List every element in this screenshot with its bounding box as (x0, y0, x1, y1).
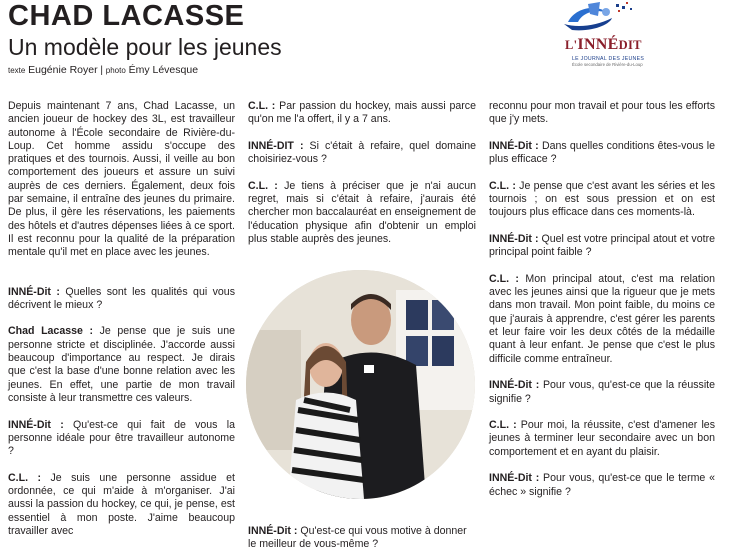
logo-wordmark: L'INNÉDIT (565, 36, 642, 53)
question-paragraph: INNÉ-Dit : Qu'est-ce qui vous motive à donner le meilleur de vous-même ? (248, 525, 467, 551)
answer-paragraph: C.L. : Je suis une personne assidue et ordonnée, ce qui m'aide à m'organiser. J'ai aussi la passion du hockey, ce qui, je pense, est essentiel à mon poste. J'aime beaucoup travailler avec (8, 471, 235, 537)
answer-paragraph: C.L. : Pour moi, la réussite, c'est d'amener les jeunes à terminer leur secondaire avec un bon comportement et en ayant du plaisir. (489, 419, 715, 458)
answer-paragraph: C.L. : Je pense que c'est avant les séries et les tournois ; on est sous pression et on est toujours plus efficace dans ces moments-là. (489, 179, 715, 219)
logo-subtagline: École secondaire de Rivière-du-Loup (572, 62, 643, 67)
answer-paragraph: C.L. : Mon principal atout, c'est ma relation avec les jeunes ainsi que la rigueur que je mets dans mon travail. Mon point faible, du moins ce que j'aurais à apprendre, c'est gérer les parents et leur faire voir les deux côtés de la médaille quant à leur enfant. Je pense que c'est le plus difficile comme entraîneur. (489, 272, 715, 365)
answer-paragraph: Chad Lacasse : Je pense que je suis une personne stricte et disciplinée. J'accorde aussi beaucoup d'importance au respect. Je dirais que c'est la base d'une bonne relation avec les jeunes. En effet, une partie de mon travail consiste à leur transmettre ces valeurs. (8, 325, 235, 404)
answer-paragraph: C.L. : Je tiens à préciser que je n'ai aucun regret, mais si c'était à refaire, j'aurais été chercher mon baccalauréat en enseignement de l'éducation physique afin d'obtenir un emploi plus stable auprès des jeunes. (248, 179, 476, 245)
question-paragraph: INNÉ-DIT : Si c'était à refaire, quel domaine choisiriez-vous ? (248, 139, 477, 166)
article-column-3 (489, 100, 715, 512)
question-paragraph: INNÉ-Dit : Quel est votre principal atout et votre principal point faible ? (489, 232, 715, 259)
question-paragraph: INNÉ-Dit : Dans quelles conditions êtes-vous le plus efficace ? (489, 139, 715, 166)
page-subtitle: Un modèle pour les jeunes (8, 34, 282, 60)
page-title: CHAD LACASSE (8, 0, 245, 32)
article-column-2 (248, 100, 476, 260)
byline (8, 63, 198, 78)
intro-paragraph: Depuis maintenant 7 ans, Chad Lacasse, un ancien joueur de hockey des 3L, est travailleur autonome à l'École secondaire de Rivière-du-Loup. Cet homme assidu s'occupe des pratiques et des tournois. Aussi, il veille au bon comportement des joueurs et assure un suivi auprès de ces derniers. Également, deux fois par semaine, il entraîne des jeunes du primaire. De plus, il gère les réservations, les paiements des hôtels et d'autres dépenses liées à ce sport. Il est reconnu pour la qualité de la préparation mentale qu'il met en place avec les jeunes. (8, 100, 235, 259)
question-paragraph: INNÉ-Dit : Quelles sont les qualités qui vous décrivent le mieux ? (8, 285, 235, 311)
text-credit-label: texte (8, 66, 26, 75)
question-paragraph: INNÉ-Dit : Pour vous, qu'est-ce que la réussite signifie ? (489, 379, 716, 405)
credit-separator: | (100, 65, 103, 76)
question-paragraph: INNÉ-Dit : Pour vous, qu'est-ce que le terme « échec » signifie ? (489, 472, 715, 498)
author-name: Eugénie Royer (28, 64, 98, 76)
logo-tagline: LE JOURNAL DES JEUNES (572, 56, 645, 62)
question-paragraph: INNÉ-Dit : Qu'est-ce qui fait de vous la personne idéale pour être travailleur autonome ? (8, 418, 235, 458)
interview-photo (246, 270, 475, 499)
photo-credit-label: photo (105, 66, 126, 75)
answer-continuation: reconnu pour mon travail et pour tous les efforts que j'y mets. (489, 100, 715, 126)
article-column-1 (8, 100, 235, 552)
photographer-name: Émy Lévesque (128, 64, 199, 76)
answer-paragraph: C.L. : Par passion du hockey, mais aussi parce qu'on me l'a offert, il y a 7 ans. (248, 100, 476, 126)
